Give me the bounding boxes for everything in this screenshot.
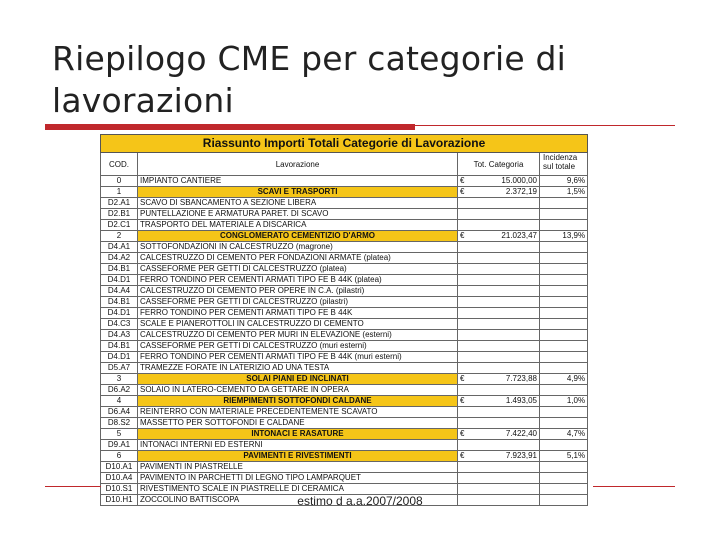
row-amount xyxy=(467,418,540,429)
row-currency xyxy=(458,198,467,209)
row-percentage: 5,1% xyxy=(540,451,588,462)
row-code: D10.H1 xyxy=(101,495,138,506)
row-currency xyxy=(458,440,467,451)
row-description: PUNTELLAZIONE E ARMATURA PARET. DI SCAVO xyxy=(138,209,458,220)
row-amount xyxy=(467,209,540,220)
row-code: D4.A2 xyxy=(101,253,138,264)
row-currency: € xyxy=(458,451,467,462)
row-code: D10.S1 xyxy=(101,484,138,495)
slide-footer: estimo d a.a.2007/2008 xyxy=(297,494,423,508)
row-amount: 7.422,40 xyxy=(467,429,540,440)
row-currency xyxy=(458,363,467,374)
row-amount xyxy=(467,308,540,319)
row-currency xyxy=(458,330,467,341)
row-percentage xyxy=(540,341,588,352)
row-code: 1 xyxy=(101,187,138,198)
row-description: TRAMEZZE FORATE IN LATERIZIO AD UNA TESTA xyxy=(138,363,458,374)
row-amount: 2.372,19 xyxy=(467,187,540,198)
row-percentage: 1,0% xyxy=(540,396,588,407)
row-percentage xyxy=(540,484,588,495)
row-currency xyxy=(458,462,467,473)
table-row xyxy=(101,374,588,385)
row-description: CALCESTRUZZO DI CEMENTO PER MURI IN ELEVAZIONE (esterni) xyxy=(138,330,458,341)
row-percentage xyxy=(540,319,588,330)
table-row xyxy=(101,341,588,352)
row-currency: € xyxy=(458,429,467,440)
row-description: MASSETTO PER SOTTOFONDI E CALDANE xyxy=(138,418,458,429)
row-currency xyxy=(458,385,467,396)
row-amount xyxy=(467,297,540,308)
row-percentage xyxy=(540,264,588,275)
row-amount xyxy=(467,484,540,495)
table-row xyxy=(101,308,588,319)
col-header-tot: Tot. Categoria xyxy=(458,153,540,176)
row-percentage xyxy=(540,330,588,341)
row-amount xyxy=(467,440,540,451)
table-row xyxy=(101,330,588,341)
row-description: CASSEFORME PER GETTI DI CALCESTRUZZO (platea) xyxy=(138,264,458,275)
row-code: D4.A3 xyxy=(101,330,138,341)
row-currency xyxy=(458,275,467,286)
row-currency xyxy=(458,473,467,484)
row-currency xyxy=(458,286,467,297)
row-code: D5.A7 xyxy=(101,363,138,374)
slide-title: Riepilogo CME per categorie di lavorazioni xyxy=(52,39,567,120)
row-description: CALCESTRUZZO DI CEMENTO PER FONDAZIONI ARMATE (platea) xyxy=(138,253,458,264)
row-amount xyxy=(467,275,540,286)
row-description: IMPIANTO CANTIERE xyxy=(138,176,458,187)
row-amount xyxy=(467,286,540,297)
row-description: RIVESTIMENTO SCALE IN PIASTRELLE DI CERAMICA xyxy=(138,484,458,495)
row-amount xyxy=(467,330,540,341)
row-currency xyxy=(458,319,467,330)
row-description: FERRO TONDINO PER CEMENTI ARMATI TIPO FE B 44K (muri esterni) xyxy=(138,352,458,363)
row-percentage xyxy=(540,363,588,374)
row-currency: € xyxy=(458,374,467,385)
table-row xyxy=(101,473,588,484)
table-row xyxy=(101,396,588,407)
row-percentage xyxy=(540,297,588,308)
row-percentage xyxy=(540,220,588,231)
row-percentage xyxy=(540,385,588,396)
col-header-incidenza: Incidenza sul totale xyxy=(540,153,588,176)
table-row xyxy=(101,286,588,297)
row-code: 4 xyxy=(101,396,138,407)
row-currency xyxy=(458,209,467,220)
row-description: INTONACI INTERNI ED ESTERNI xyxy=(138,440,458,451)
row-code: D4.D1 xyxy=(101,352,138,363)
row-percentage: 13,9% xyxy=(540,231,588,242)
row-code: 5 xyxy=(101,429,138,440)
row-description: INTONACI E RASATURE xyxy=(138,429,458,440)
table-row xyxy=(101,462,588,473)
table-row xyxy=(101,484,588,495)
row-currency: € xyxy=(458,176,467,187)
row-percentage xyxy=(540,275,588,286)
table-row xyxy=(101,319,588,330)
row-code: 6 xyxy=(101,451,138,462)
table-row xyxy=(101,385,588,396)
table-row xyxy=(101,363,588,374)
row-description: SOTTOFONDAZIONI IN CALCESTRUZZO (magrone) xyxy=(138,242,458,253)
row-percentage xyxy=(540,440,588,451)
row-currency xyxy=(458,220,467,231)
table-row xyxy=(101,187,588,198)
table-row xyxy=(101,297,588,308)
table-row xyxy=(101,418,588,429)
row-code: 3 xyxy=(101,374,138,385)
row-currency xyxy=(458,484,467,495)
row-code: D4.B1 xyxy=(101,297,138,308)
row-percentage: 1,5% xyxy=(540,187,588,198)
row-currency xyxy=(458,341,467,352)
row-amount: 7.923,91 xyxy=(467,451,540,462)
table-row xyxy=(101,429,588,440)
row-description: PAVIMENTI E RIVESTIMENTI xyxy=(138,451,458,462)
row-percentage xyxy=(540,209,588,220)
col-header-cod: COD. xyxy=(101,153,138,176)
row-currency: € xyxy=(458,396,467,407)
row-percentage xyxy=(540,473,588,484)
row-amount xyxy=(467,341,540,352)
row-amount xyxy=(467,319,540,330)
table-row xyxy=(101,231,588,242)
title-rule xyxy=(415,125,675,126)
row-code: D2.B1 xyxy=(101,209,138,220)
row-currency xyxy=(458,264,467,275)
row-currency: € xyxy=(458,187,467,198)
row-code: D4.D1 xyxy=(101,308,138,319)
row-code: D10.A4 xyxy=(101,473,138,484)
row-percentage: 4,7% xyxy=(540,429,588,440)
row-percentage xyxy=(540,253,588,264)
row-currency xyxy=(458,407,467,418)
row-description: RIEMPIMENTI SOTTOFONDI CALDANE xyxy=(138,396,458,407)
row-code: D4.B1 xyxy=(101,341,138,352)
row-percentage xyxy=(540,462,588,473)
row-currency xyxy=(458,308,467,319)
row-currency xyxy=(458,253,467,264)
row-percentage xyxy=(540,418,588,429)
row-code: D8.S2 xyxy=(101,418,138,429)
footer-rule-left xyxy=(45,486,101,487)
row-code: D4.A1 xyxy=(101,242,138,253)
row-description: CALCESTRUZZO DI CEMENTO PER OPERE IN C.A. (pilastri) xyxy=(138,286,458,297)
row-description: TRASPORTO DEL MATERIALE A DISCARICA xyxy=(138,220,458,231)
row-amount xyxy=(467,462,540,473)
table-row xyxy=(101,352,588,363)
row-amount: 21.023,47 xyxy=(467,231,540,242)
row-currency xyxy=(458,352,467,363)
table-row xyxy=(101,275,588,286)
col-header-lavorazione: Lavorazione xyxy=(138,153,458,176)
row-description: PAVIMENTI IN PIASTRELLE xyxy=(138,462,458,473)
row-percentage xyxy=(540,352,588,363)
row-percentage xyxy=(540,407,588,418)
row-percentage xyxy=(540,308,588,319)
row-code: D9.A1 xyxy=(101,440,138,451)
title-accent-bar xyxy=(45,124,415,130)
row-amount xyxy=(467,352,540,363)
table-title: Riassunto Importi Totali Categorie di Lavorazione xyxy=(101,135,588,153)
row-percentage: 9,6% xyxy=(540,176,588,187)
row-amount xyxy=(467,363,540,374)
footer-rule-right xyxy=(593,486,675,487)
table-row xyxy=(101,253,588,264)
row-description: CASSEFORME PER GETTI DI CALCESTRUZZO (muri esterni) xyxy=(138,341,458,352)
row-amount: 15.000,00 xyxy=(467,176,540,187)
row-amount: 1.493,05 xyxy=(467,396,540,407)
row-amount: 7.723,88 xyxy=(467,374,540,385)
row-amount xyxy=(467,407,540,418)
table-row xyxy=(101,440,588,451)
row-description: SOLAIO IN LATERO-CEMENTO DA GETTARE IN OPERA xyxy=(138,385,458,396)
row-amount xyxy=(467,473,540,484)
row-description: REINTERRO CON MATERIALE PRECEDENTEMENTE SCAVATO xyxy=(138,407,458,418)
row-amount xyxy=(467,198,540,209)
summary-table xyxy=(100,134,588,506)
table-row xyxy=(101,242,588,253)
row-amount xyxy=(467,220,540,231)
table-row xyxy=(101,176,588,187)
row-code: D4.B1 xyxy=(101,264,138,275)
row-description: PAVIMENTO IN PARCHETTI DI LEGNO TIPO LAMPARQUET xyxy=(138,473,458,484)
row-code: D4.D1 xyxy=(101,275,138,286)
row-code: D6.A4 xyxy=(101,407,138,418)
row-code: D6.A2 xyxy=(101,385,138,396)
row-code: D2.A1 xyxy=(101,198,138,209)
row-currency xyxy=(458,418,467,429)
row-currency: € xyxy=(458,231,467,242)
row-amount xyxy=(467,242,540,253)
table-row xyxy=(101,264,588,275)
row-code: D4.A4 xyxy=(101,286,138,297)
row-percentage xyxy=(540,286,588,297)
row-description: SCAVI E TRASPORTI xyxy=(138,187,458,198)
row-percentage xyxy=(540,242,588,253)
row-amount xyxy=(467,253,540,264)
table-row xyxy=(101,451,588,462)
row-description: SCALE E PIANEROTTOLI IN CALCESTRUZZO DI CEMENTO xyxy=(138,319,458,330)
row-description: SOLAI PIANI ED INCLINATI xyxy=(138,374,458,385)
row-percentage: 4,9% xyxy=(540,374,588,385)
row-description: FERRO TONDINO PER CEMENTI ARMATI TIPO FE B 44K xyxy=(138,308,458,319)
row-amount xyxy=(467,385,540,396)
row-code: 2 xyxy=(101,231,138,242)
table-row xyxy=(101,220,588,231)
row-percentage xyxy=(540,198,588,209)
row-description: FERRO TONDINO PER CEMENTI ARMATI TIPO FE B 44K (platea) xyxy=(138,275,458,286)
table-row xyxy=(101,209,588,220)
row-description: CASSEFORME PER GETTI DI CALCESTRUZZO (pilastri) xyxy=(138,297,458,308)
row-amount xyxy=(467,264,540,275)
row-description: ZOCCOLINO BATTISCOPA xyxy=(138,495,458,506)
row-currency xyxy=(458,242,467,253)
table-row xyxy=(101,198,588,209)
row-currency xyxy=(458,297,467,308)
row-code: D2.C1 xyxy=(101,220,138,231)
table-row xyxy=(101,407,588,418)
row-code: 0 xyxy=(101,176,138,187)
row-code: D4.C3 xyxy=(101,319,138,330)
row-description: SCAVO DI SBANCAMENTO A SEZIONE LIBERA xyxy=(138,198,458,209)
row-code: D10.A1 xyxy=(101,462,138,473)
row-description: CONGLOMERATO CEMENTIZIO D'ARMO xyxy=(138,231,458,242)
